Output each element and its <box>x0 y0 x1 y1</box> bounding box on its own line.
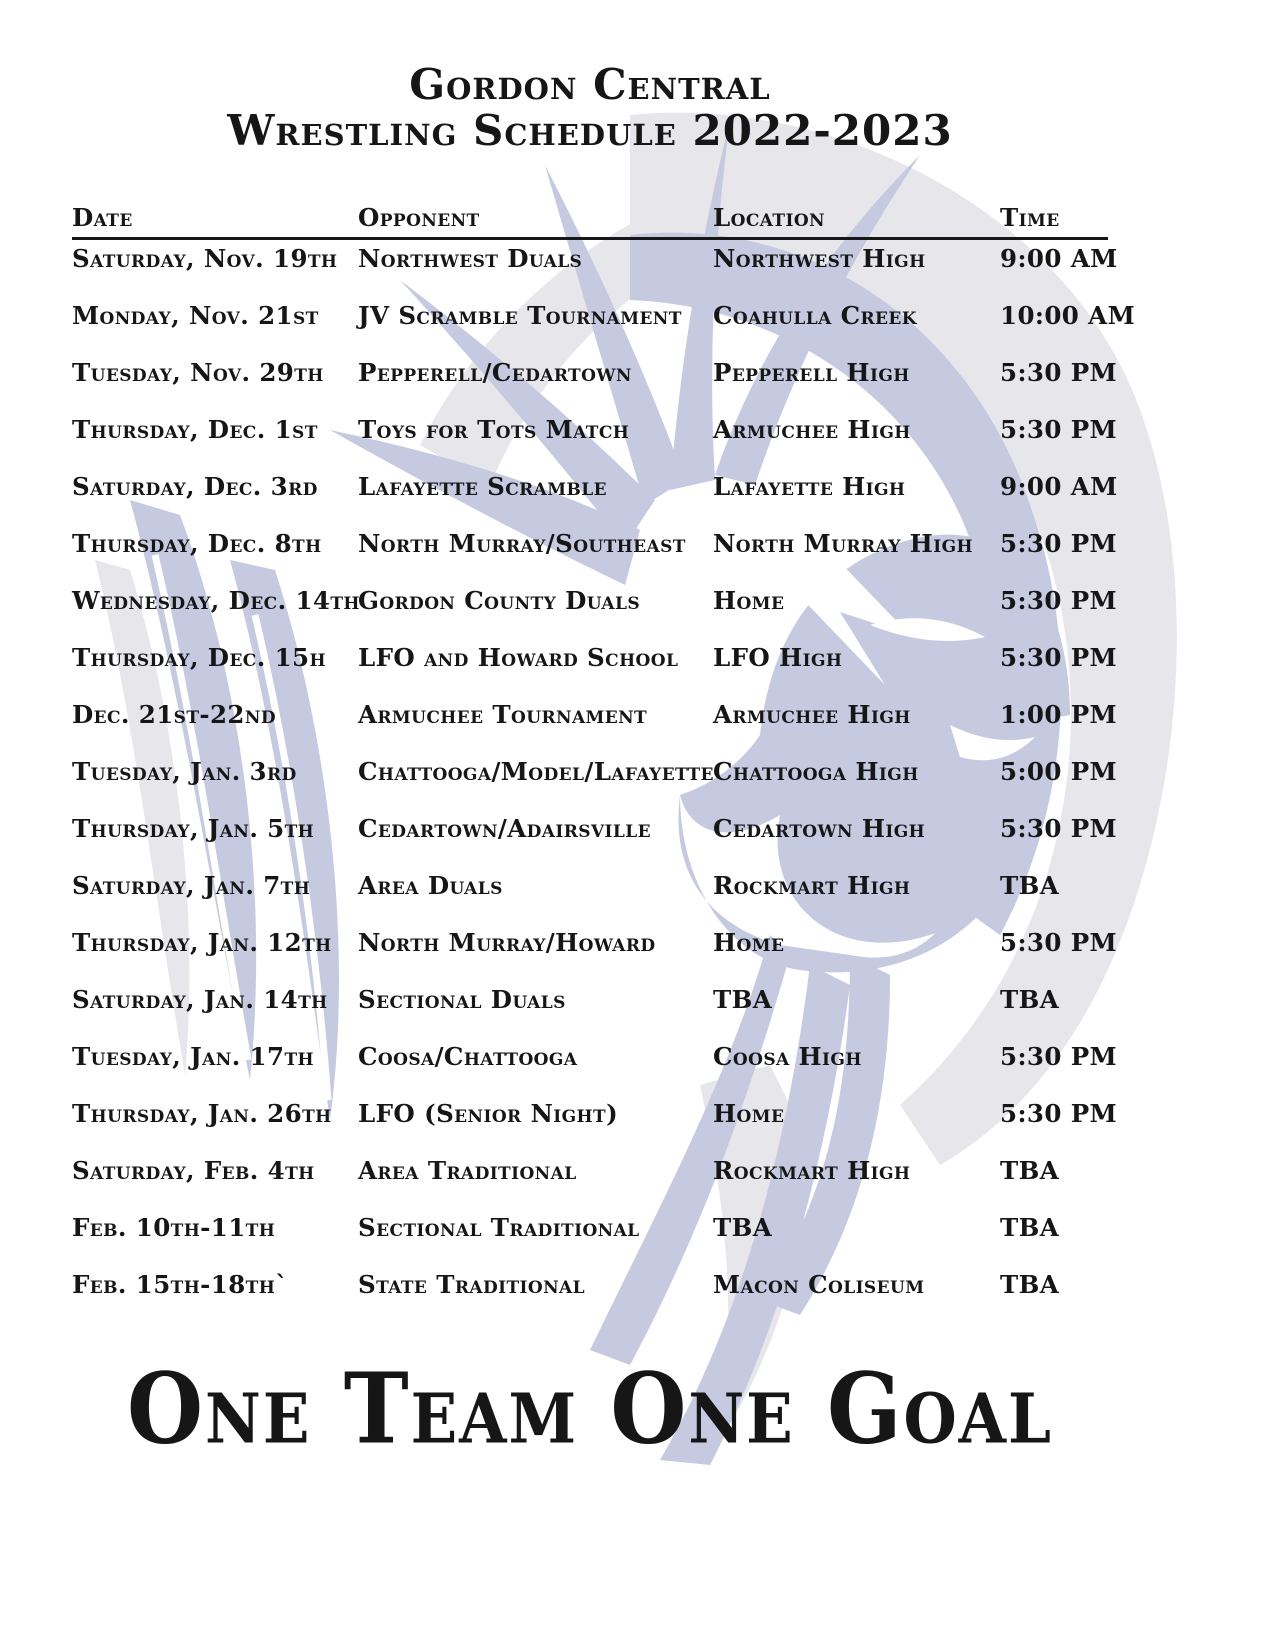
table-row <box>72 700 1118 757</box>
time-cell: 5:30 PM <box>1000 358 1118 387</box>
table-row <box>72 301 1136 358</box>
time-cell: 5:30 PM <box>1000 1042 1118 1071</box>
date-cell: Dec. 21st-22nd <box>72 700 276 729</box>
table-row <box>72 1099 1118 1156</box>
date-cell: Thursday, Jan. 5th <box>72 814 315 843</box>
opponent-cell: North Murray/Howard <box>358 928 656 957</box>
opponent-cell: Sectional Duals <box>358 985 566 1014</box>
date-cell: Saturday, Dec. 3rd <box>72 472 318 501</box>
column-header-time: Time <box>1000 203 1060 232</box>
time-cell: 5:30 PM <box>1000 814 1118 843</box>
table-row <box>72 814 1118 871</box>
opponent-cell: Sectional Traditional <box>358 1213 640 1242</box>
table-row <box>72 472 1118 529</box>
column-header-location: Location <box>713 203 825 232</box>
location-cell: Home <box>713 1099 785 1128</box>
time-cell: 5:30 PM <box>1000 415 1118 444</box>
opponent-cell: LFO (Senior Night) <box>358 1099 619 1128</box>
table-row <box>72 415 1118 472</box>
date-cell: Monday, Nov. 21st <box>72 301 319 330</box>
date-cell: Tuesday, Jan. 17th <box>72 1042 314 1071</box>
opponent-cell: Lafayette Scramble <box>358 472 607 501</box>
time-cell: 1:00 PM <box>1000 700 1118 729</box>
time-cell: 5:30 PM <box>1000 643 1118 672</box>
table-row <box>72 985 1108 1042</box>
opponent-cell: Area Duals <box>358 871 503 900</box>
location-cell: TBA <box>713 1213 773 1242</box>
time-cell: TBA <box>1000 871 1060 900</box>
opponent-cell: State Traditional <box>358 1270 585 1299</box>
location-cell: Northwest High <box>713 244 926 273</box>
time-cell: 9:00 AM <box>1000 472 1118 501</box>
opponent-cell: Cedartown/Adairsville <box>358 814 651 843</box>
location-cell: Armuchee High <box>713 415 911 444</box>
date-cell: Thursday, Dec. 15h <box>72 643 326 672</box>
table-row <box>72 1270 1108 1327</box>
page-title-line1: Gordon Central <box>409 60 771 109</box>
table-row <box>72 871 1108 928</box>
column-header-date: Date <box>72 203 133 232</box>
location-cell: Lafayette High <box>713 472 906 501</box>
opponent-cell: Area Traditional <box>358 1156 577 1185</box>
location-cell: Coahulla Creek <box>713 301 917 330</box>
time-cell: TBA <box>1000 1156 1060 1185</box>
date-cell: Tuesday, Jan. 3rd <box>72 757 297 786</box>
date-cell: Tuesday, Nov. 29th <box>72 358 324 387</box>
table-row <box>72 1213 1108 1270</box>
location-cell: Armuchee High <box>713 700 911 729</box>
table-row <box>72 244 1118 301</box>
location-cell: Home <box>713 586 785 615</box>
location-cell: Coosa High <box>713 1042 862 1071</box>
table-row <box>72 529 1118 586</box>
time-cell: 5:30 PM <box>1000 928 1118 957</box>
opponent-cell: Gordon County Duals <box>358 586 641 615</box>
table-row <box>72 358 1118 415</box>
opponent-cell: Armuchee Tournament <box>358 700 648 729</box>
location-cell: Chattooga High <box>713 757 919 786</box>
time-cell: TBA <box>1000 1213 1060 1242</box>
opponent-cell: LFO and Howard School <box>358 643 679 672</box>
date-cell: Saturday, Nov. 19th <box>72 244 338 273</box>
location-cell: Home <box>713 928 785 957</box>
opponent-cell: Chattooga/Model/Lafayette <box>358 757 714 786</box>
date-cell: Thursday, Jan. 26th <box>72 1099 332 1128</box>
opponent-cell: Toys for Tots Match <box>358 415 630 444</box>
column-header-opponent: Opponent <box>358 203 480 232</box>
location-cell: Cedartown High <box>713 814 926 843</box>
schedule-table <box>72 203 1136 1327</box>
opponent-cell: Northwest Duals <box>358 244 583 273</box>
time-cell: TBA <box>1000 1270 1060 1299</box>
page-title <box>72 62 1108 154</box>
opponent-cell: Pepperell/Cedartown <box>358 358 632 387</box>
page-title-line2: Wrestling Schedule 2022-2023 <box>227 106 953 156</box>
table-row <box>72 928 1118 985</box>
date-cell: Feb. 15th-18th` <box>72 1270 288 1299</box>
time-cell: 5:30 PM <box>1000 529 1118 558</box>
table-row <box>72 1156 1108 1213</box>
location-cell: Rockmart High <box>713 1156 911 1185</box>
opponent-cell: JV Scramble Tournament <box>358 301 682 330</box>
time-cell: 5:00 PM <box>1000 757 1118 786</box>
date-cell: Saturday, Feb. 4th <box>72 1156 315 1185</box>
time-cell: 5:30 PM <box>1000 586 1118 615</box>
location-cell: North Murray High <box>713 529 973 558</box>
location-cell: TBA <box>713 985 773 1014</box>
table-header-row <box>72 203 1108 240</box>
table-row <box>72 757 1118 814</box>
table-row <box>72 1042 1118 1099</box>
date-cell: Thursday, Dec. 8th <box>72 529 322 558</box>
opponent-cell: Coosa/Chattooga <box>358 1042 578 1071</box>
table-body <box>72 244 1136 1327</box>
location-cell: Pepperell High <box>713 358 910 387</box>
opponent-cell: North Murray/Southeast <box>358 529 686 558</box>
time-cell: 9:00 AM <box>1000 244 1118 273</box>
date-cell: Saturday, Jan. 14th <box>72 985 328 1014</box>
date-cell: Wednesday, Dec. 14th <box>72 586 360 615</box>
date-cell: Thursday, Dec. 1st <box>72 415 318 444</box>
table-row <box>72 586 1118 643</box>
location-cell: Macon Coliseum <box>713 1270 925 1299</box>
date-cell: Thursday, Jan. 12th <box>72 928 332 957</box>
time-cell: 10:00 AM <box>1000 301 1136 330</box>
time-cell: TBA <box>1000 985 1060 1014</box>
slogan-text: One Team One Goal <box>127 1352 1053 1467</box>
table-row <box>72 643 1118 700</box>
date-cell: Saturday, Jan. 7th <box>72 871 311 900</box>
location-cell: LFO High <box>713 643 843 672</box>
date-cell: Feb. 10th-11th <box>72 1213 276 1242</box>
location-cell: Rockmart High <box>713 871 911 900</box>
time-cell: 5:30 PM <box>1000 1099 1118 1128</box>
